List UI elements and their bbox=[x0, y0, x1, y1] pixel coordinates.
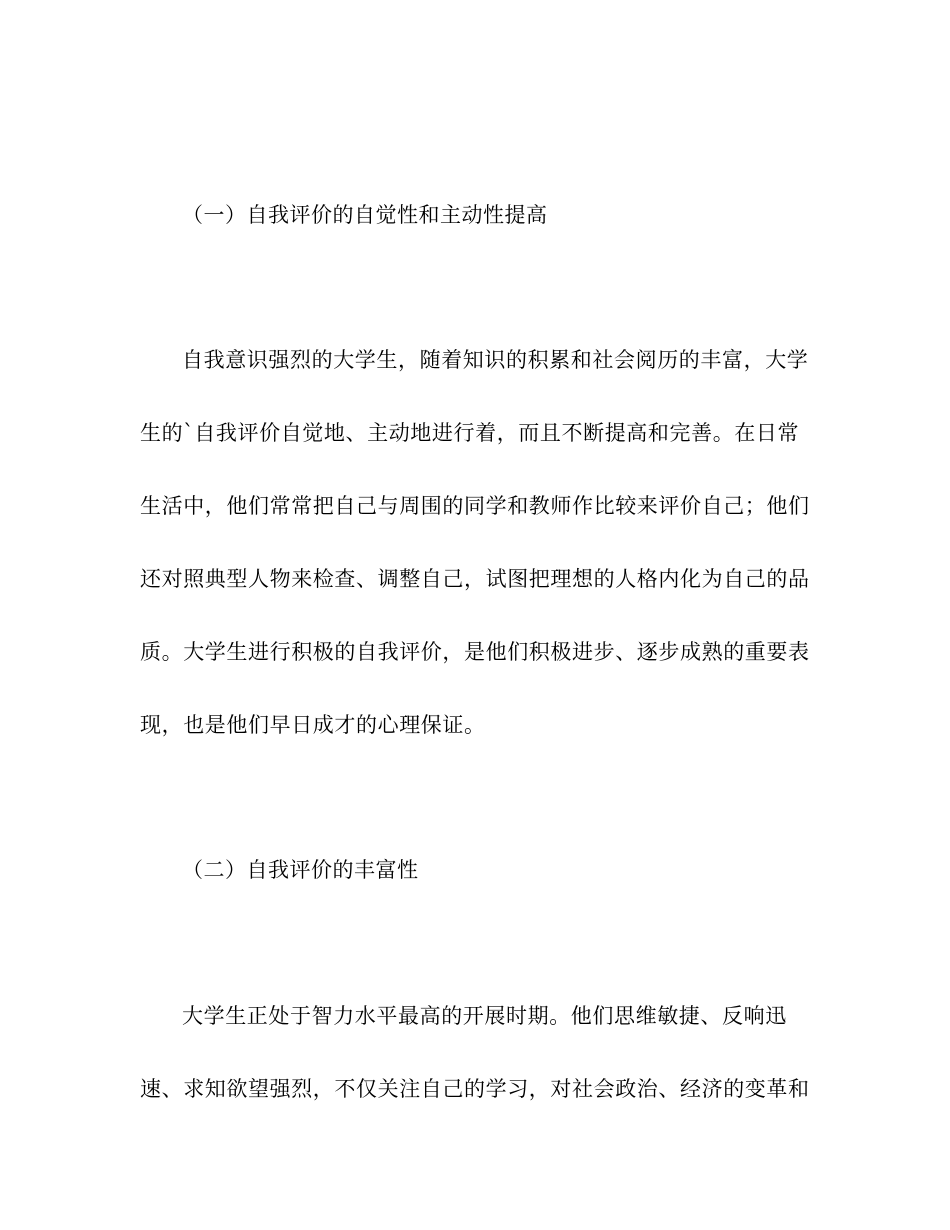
paragraph-line: 大学生正处于智力水平最高的开展时期。他们思维敏捷、反响迅 bbox=[182, 1004, 787, 1028]
paragraph-line: 生活中，他们常常把自己与周围的同学和教师作比较来评价自己；他们 bbox=[140, 494, 810, 518]
section-2-heading: （二）自我评价的丰富性 bbox=[182, 858, 419, 882]
paragraph-line: 还对照典型人物来检查、调整自己，试图把理想的人格内化为自己的品 bbox=[140, 567, 810, 591]
paragraph-line: 质。大学生进行积极的自我评价，是他们积极进步、逐步成熟的重要表 bbox=[140, 640, 810, 664]
section-1-heading: （一）自我评价的自觉性和主动性提高 bbox=[182, 203, 548, 227]
section-2-paragraph bbox=[140, 1001, 820, 1147]
section-1-paragraph bbox=[140, 345, 820, 783]
paragraph-line: 生的`自我评价自觉地、主动地进行着，而且不断提高和完善。在日常 bbox=[140, 421, 800, 445]
paragraph-line: 速、求知欲望强烈，不仅关注自己的学习，对社会政治、经济的变革和 bbox=[140, 1077, 810, 1101]
paragraph-line: 自我意识强烈的大学生，随着知识的积累和社会阅历的丰富，大学 bbox=[182, 348, 809, 372]
paragraph-line: 现，也是他们早日成才的心理保证。 bbox=[140, 713, 486, 737]
